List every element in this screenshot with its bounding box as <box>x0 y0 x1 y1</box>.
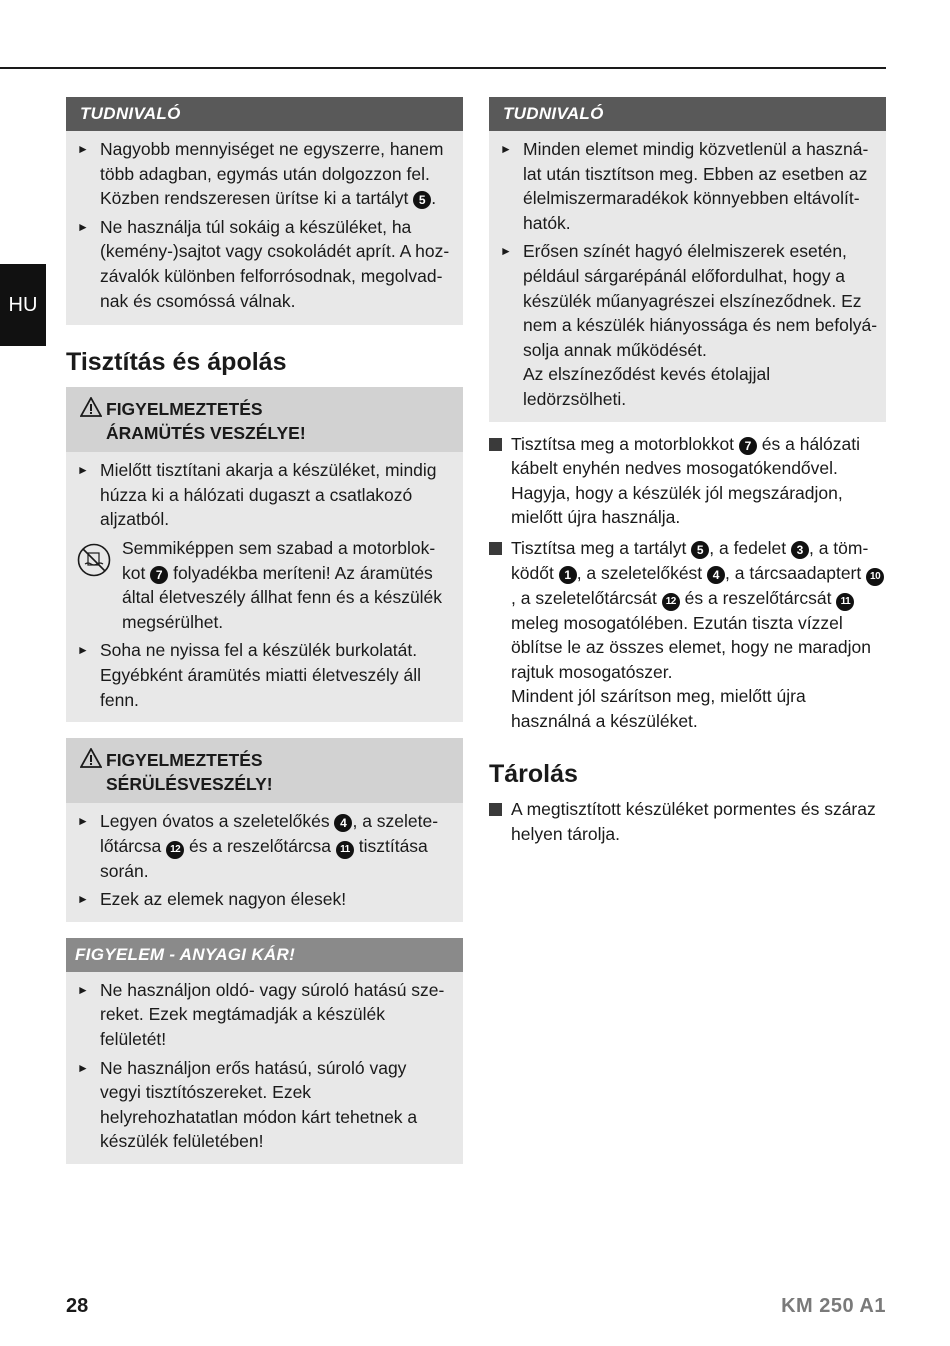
part-number-badge: 4 <box>334 814 352 832</box>
cleaning-steps <box>489 432 886 734</box>
part-number-badge: 7 <box>150 566 168 584</box>
list-item: ► Nagyobb mennyiséget ne egyszerre, hanem több adagban, egymás után dolgozzon fel. Közben rendszeresen ürítse ki a tartályt 5 . <box>76 137 451 211</box>
part-number-badge: 4 <box>707 566 725 584</box>
note-body <box>489 131 886 422</box>
arrow-bullet-icon: ► <box>77 892 89 907</box>
arrow-bullet-icon: ► <box>77 814 89 829</box>
part-number-badge: 1 <box>559 566 577 584</box>
warning-triangle-icon <box>80 397 102 417</box>
note-title: TUDNIVALÓ <box>489 97 886 131</box>
note-box-right <box>489 97 886 422</box>
list-item: ► Ezek az elemek nagyon élesek! <box>76 887 451 912</box>
list-item: ► Ne használjon erős hatású, súroló vagy vegyi tisztítószereket. Ezek helyrehozhatatlan módon kárt tehetnek a készülék felületében! <box>76 1056 451 1154</box>
part-number-badge: 12 <box>662 593 680 611</box>
warning-header <box>66 738 463 803</box>
left-column <box>66 97 463 1164</box>
square-bullet-icon <box>489 797 511 846</box>
arrow-bullet-icon: ► <box>77 219 89 234</box>
warning-subtitle: SÉRÜLÉSVESZÉLY! <box>106 774 273 795</box>
caution-body <box>66 972 463 1164</box>
list-item: ► Legyen óvatos a szeletelőkés 4 , a szelete-lőtárcsa 12 és a reszelőtárcsa 11 tisztítása során. <box>76 809 451 883</box>
square-bullet-icon <box>489 432 511 530</box>
language-tab <box>0 264 46 346</box>
list-item: ► Mielőtt tisztítani akarja a készüléket, mindig húzza ki a hálózati dugaszt a csatlakozó aljzatból. <box>76 458 451 532</box>
no-immersion-icon <box>76 542 112 578</box>
warning-subtitle: ÁRAMÜTÉS VESZÉLYE! <box>106 423 306 444</box>
part-number-badge: 5 <box>413 191 431 209</box>
warning-box-injury <box>66 738 463 922</box>
section-title-cleaning: Tisztítás és ápolás <box>66 348 287 377</box>
arrow-bullet-icon: ► <box>500 244 512 259</box>
list-item: ► Soha ne nyissa fel a készülék burkolatát. Egyébként áramütés miatti életveszély áll fenn. <box>76 638 451 712</box>
arrow-bullet-icon: ► <box>77 142 89 156</box>
part-number-badge: 5 <box>691 541 709 559</box>
list-item: Tisztítsa meg a tartályt 5 , a fedelet 3 , a töm-ködőt 1 , a szeletelőkést 4 , a tárcsaadaptert 10, a szeletelőtárcsát 12 és a reszelőtárcsát 11 meleg mosogatólében. Ezután tiszta vízzel öblítse le az összes elemet, hogy ne maradjon rajtuk mosogatószer. Mindent jól szárítson meg, mielőtt újra használná a készüléket. <box>489 536 886 734</box>
list-item: ► Erősen színét hagyó élelmiszerek esetén, például sárgarépánál előfordulhat, hogy a készülék műanyagrészei elszíneződnek. Ez nem a készülék hiányossága és nem befolyá-solja annak működését. Az elszíneződést kevés étolajjal ledörzsölheti. <box>499 239 878 411</box>
part-number-badge: 11 <box>336 841 354 859</box>
arrow-bullet-icon: ► <box>77 643 89 658</box>
note-body <box>66 131 463 323</box>
warning-header <box>66 387 463 452</box>
arrow-bullet-icon: ► <box>77 1060 89 1075</box>
list-item: Tisztítsa meg a motorblokkot 7 és a hálózati kábelt enyhén nedves mosogatókendővel. Hagyja, hogy a készülék jól megszáradjon, mielőtt újra használja. <box>489 432 886 530</box>
caution-title: FIGYELEM - ANYAGI KÁR! <box>66 938 463 972</box>
list-item: ► Ne használja túl sokáig a készüléket, ha (kemény-)sajtot vagy csokoládét aprít. A hoz-závalók különben felforrósodnak, megolvad-nak és csomóssá válnak. <box>76 215 451 313</box>
warning-title: FIGYELMEZTETÉS <box>106 399 263 420</box>
language-tab-label: HU <box>8 293 38 316</box>
warning-title: FIGYELMEZTETÉS <box>106 750 263 771</box>
part-number-badge: 7 <box>739 437 757 455</box>
warning-box-electric <box>66 387 463 722</box>
part-number-badge: 12 <box>166 841 184 859</box>
warning-body <box>66 452 463 722</box>
arrow-bullet-icon: ► <box>77 982 89 997</box>
list-item: A megtisztított készüléket pormentes és száraz helyen tárolja. <box>489 797 886 846</box>
top-rule <box>0 67 886 69</box>
list-item: ► Minden elemet mindig közvetlenül a haszná-lat után tisztítson meg. Ebben az esetben az élelmiszermaradékok könnyebben eltávolít-hatók. <box>499 137 878 235</box>
part-number-badge: 3 <box>791 541 809 559</box>
note-box-left <box>66 97 463 325</box>
part-number-badge: 11 <box>836 593 854 611</box>
page-number: 28 <box>66 1295 89 1317</box>
note-title: TUDNIVALÓ <box>66 97 463 131</box>
model-name: KM 250 A1 <box>781 1295 886 1317</box>
right-column <box>489 97 886 851</box>
warning-body <box>66 803 463 922</box>
square-bullet-icon <box>489 536 511 734</box>
arrow-bullet-icon: ► <box>77 463 89 478</box>
warning-triangle-icon <box>80 748 102 768</box>
arrow-bullet-icon: ► <box>500 142 512 156</box>
list-item: ► Ne használjon oldó- vagy súroló hatású sze-reket. Ezek megtámadják a készülék felületét! <box>76 978 451 1052</box>
section-title-storage: Tárolás <box>489 760 578 789</box>
part-number-badge: 10 <box>866 568 884 586</box>
caution-box-material <box>66 938 463 1164</box>
no-water-notice: Semmiképpen sem szabad a motorblok-kot 7 folyadékba meríteni! Az áramütés által életveszély állhat fenn és a készülék megsérülhet. <box>76 536 451 634</box>
